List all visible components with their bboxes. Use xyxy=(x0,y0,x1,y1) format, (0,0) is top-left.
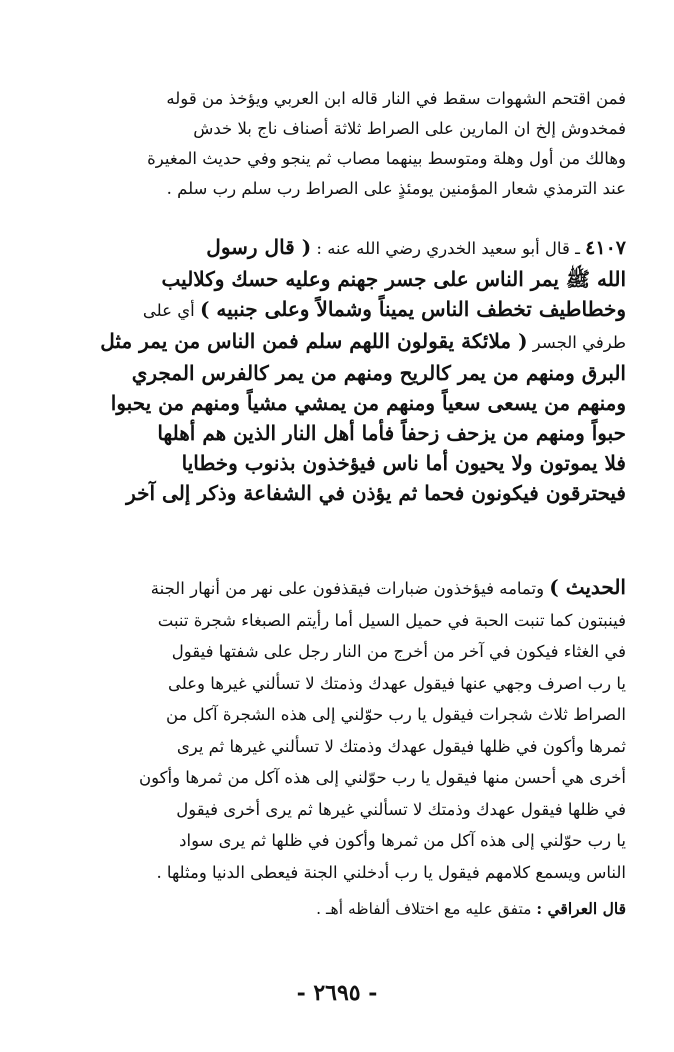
hadith-line xyxy=(78,326,626,358)
hadith-line: حبواً ومنهم من يزحف زحفاً فأما أهل النار الذين هم أهلها xyxy=(157,421,626,445)
hadith-line: الله ﷺ يمر الناس على جسر جهنم وعليه حسك وكلاليب xyxy=(161,267,626,291)
iraqi-text: متفق عليه مع اختلاف ألفاظه أهـ . xyxy=(316,900,532,918)
hadith-narrator: ـ قال أبو سعيد الخدري رضي الله عنه : xyxy=(316,239,580,258)
hadith-text: ( ملائكة يقولون اللهم سلم فمن الناس من يمر مثل xyxy=(100,329,528,353)
text-line: فينبتون كما تنبت الحبة في حميل السيل أما رأيتم الصبغاء شجرة تنبت xyxy=(157,610,626,630)
hadith-number: ٤١٠٧ xyxy=(585,237,626,259)
commentary-paragraph xyxy=(78,572,626,888)
commentary-text: وتمامه فيؤخذون ضبارات فيقذفون على نهر من أنهار الجنة xyxy=(150,579,545,598)
text-line: في الغثاء فيكون في آخر من أخرج من النار رجل على شفتها فيقول xyxy=(171,642,626,661)
gloss-text: طرفي الجسر xyxy=(532,333,626,352)
gloss-text: أي على xyxy=(142,301,195,320)
hadith-heading-line xyxy=(78,232,626,264)
text-line: ثمرها وأكون في ظلها فيقول عهدك وذمتك لا تسألني غيرها ثم يرى xyxy=(176,736,626,756)
page-number: - ٢٦٩٥ - xyxy=(296,980,378,1006)
text-line: فمن اقتحم الشهوات سقط في النار قاله ابن العربي ويؤخذ من قوله xyxy=(166,89,626,108)
text-line: الناس ويسمع كلامهم فيقول يا رب أدخلني الجنة فيعطى الدنيا ومثلها . xyxy=(156,862,626,882)
text-line: يا رب اصرف وجهي عنها فيقول عهدك وذمتك لا تسألني غيرها وعلى xyxy=(167,673,626,693)
hadith-line: فيحترقون فيكونون فحما ثم يؤذن في الشفاعة وذكر إلى آخر xyxy=(126,481,626,505)
hadith-line: ومنهم من يسعى سعياً ومنهم من يمشي مشياً ومنهم من يحبوا xyxy=(110,391,626,415)
hadith-line: فلا يموتون ولا يحيون أما ناس فيؤخذون بذنوب وخطايا xyxy=(181,451,626,475)
text-line: الصراط ثلاث شجرات فيقول يا رب حوّلني إلى هذه الشجرة آكل من xyxy=(166,705,626,724)
iraqi-line xyxy=(78,895,626,923)
text-line: وهالك من أول وهلة ومتوسط بينهما مصاب ثم ينجو وفي حديث المغيرة xyxy=(147,149,626,168)
text-line: في ظلها فيقول عهدك وذمتك لا تسألني غيرها ثم يرى أخرى فيقول xyxy=(176,799,626,819)
iraqi-note xyxy=(78,895,626,923)
intro-paragraph xyxy=(78,84,626,204)
hadith-text: وخطاطيف تخطف الناس يميناً وشمالاً وعلى جنبيه ) xyxy=(199,297,626,321)
text-line: أخرى هي أحسن منها فيقول يا رب حوّلني إلى هذه آكل من ثمرها وأكون xyxy=(139,768,626,787)
hadith-line: البرق ومنهم من يمر كالريح ومنهم من يمر كالفرس المجري xyxy=(131,361,626,385)
hadith-text: الحديث ) xyxy=(549,575,626,599)
hadith-paragraph xyxy=(78,232,626,508)
iraqi-label: قال العراقي : xyxy=(536,899,626,918)
text-line: فمخدوش إلخ ان المارين على الصراط ثلاثة أصناف ناج بلا خدش xyxy=(193,119,626,138)
hadith-line xyxy=(78,294,626,326)
hadith-text: ( قال رسول xyxy=(206,235,312,259)
text-line: يا رب حوّلني إلى هذه آكل من ثمرها وأكون في ظلها ثم يرى سواد xyxy=(179,831,626,850)
text-line: عند الترمذي شعار المؤمنين يومئذٍ على الصراط رب سلم رب سلم . xyxy=(166,179,626,198)
commentary-first-line xyxy=(78,572,626,605)
